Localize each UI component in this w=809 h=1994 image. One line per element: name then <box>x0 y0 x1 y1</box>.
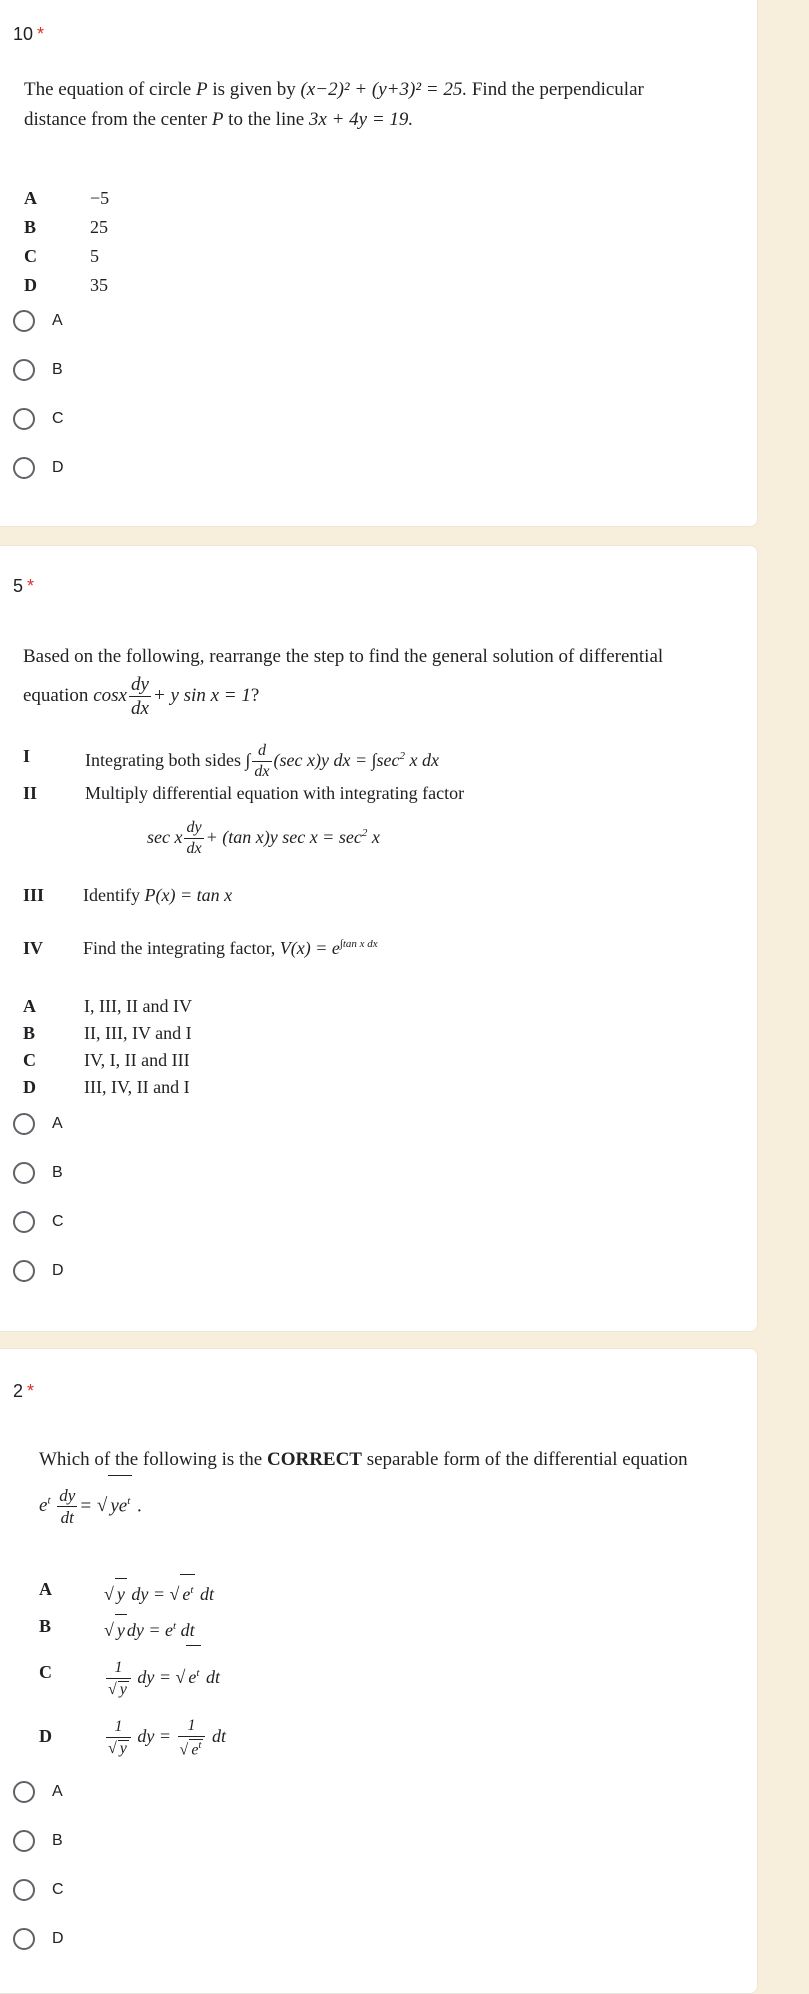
question-text: The equation of circle P is given by (x−2)² + (y+3)² = 25. Find the perpendicular distance from the center P to the line 3x + 4y = 19. <box>24 79 644 130</box>
radio-option-a[interactable]: A <box>13 1111 63 1137</box>
question-card-5: 5 * Based on the following, rearrange the step to find the general solution of differential equation cosx $\frac{dy}{dx}$ + y sin x = 1? I Integrating both sides ∫ $\frac{d}{dx}$ (sec x)y dx = $\int\sec^2$ x dx II Multiply differential equation with integrating factor sec x $\frac{dy}{dx}$ + (tan x)y $\sec x = \sec^2 x$ III Identify P(x) = tan x IV Find the integrating factor, $V(x) = e^{\int tan x dx}$ A I, III, II and IV B II, III, IV and I C IV, I, II and III D III, IV, II and I A B C D <box>0 545 758 1332</box>
radio-option-d[interactable]: D <box>13 455 64 481</box>
question-number: 10 * <box>13 24 45 44</box>
radio-circle[interactable] <box>13 310 35 332</box>
radio-option-a[interactable]: A <box>13 308 63 334</box>
radio-circle[interactable] <box>13 1928 35 1950</box>
radio-circle[interactable] <box>13 408 35 430</box>
question-card-10: 10 * The equation of circle P is given by (x−2)² + (y+3)² = 25. Find the perpendicular distance from the center P to the line 3x + 4y = 19. A −5 B 25 C 5 D 35 A B C D <box>0 0 758 527</box>
radio-circle[interactable] <box>13 1260 35 1282</box>
radio-circle[interactable] <box>13 1211 35 1233</box>
radio-circle[interactable] <box>13 1830 35 1852</box>
question-text-line2: equation cosx $\frac{dy}{dx}$ + y sin x = 1? <box>23 674 260 720</box>
radio-option-a[interactable]: A <box>13 1779 63 1805</box>
radio-circle[interactable] <box>13 1162 35 1184</box>
radio-option-b[interactable]: B <box>13 1828 63 1854</box>
radio-circle[interactable] <box>13 457 35 479</box>
radio-option-c[interactable]: C <box>13 406 64 432</box>
radio-option-d[interactable]: D <box>13 1926 64 1952</box>
radio-circle[interactable] <box>13 1879 35 1901</box>
circle-equation: (x−2)² + (y+3)² = 25. <box>300 79 468 100</box>
question-number: 2 * <box>13 1381 35 1401</box>
radio-option-c[interactable]: C <box>13 1877 64 1903</box>
radio-option-c[interactable]: C <box>13 1209 64 1235</box>
question-number: 5 * <box>13 576 35 596</box>
question-card-2: 2 * Which of the following is the CORRECT separable form of the differential equation $e^t$ $\frac{dy}{dt}$ = √ $ye^t$ . A √ y dy = √ $e^t$ dt B √ y dy = $e^t$ dt C $\frac{1}{√ y}$ dy = √ $e^t$ dt D $\frac{1}{√ y}$ dy = $\frac{1}{√ e^t}$ dt A B C D <box>0 1348 758 1994</box>
radio-option-b[interactable]: B <box>13 1160 63 1186</box>
line-equation: 3x + 4y = 19. <box>308 109 414 130</box>
radio-circle[interactable] <box>13 1781 35 1803</box>
radio-circle[interactable] <box>13 1113 35 1135</box>
radio-circle[interactable] <box>13 359 35 381</box>
question-equation: $e^t$ $\frac{dy}{dt}$ = √ $ye^t$ . <box>39 1475 142 1531</box>
radio-option-b[interactable]: B <box>13 357 63 383</box>
question-text-line1: Based on the following, rearrange the step to find the general solution of differential <box>23 646 664 667</box>
question-text-line1: Which of the following is the CORRECT separable form of the differential equation <box>39 1449 688 1470</box>
radio-option-d[interactable]: D <box>13 1258 64 1284</box>
